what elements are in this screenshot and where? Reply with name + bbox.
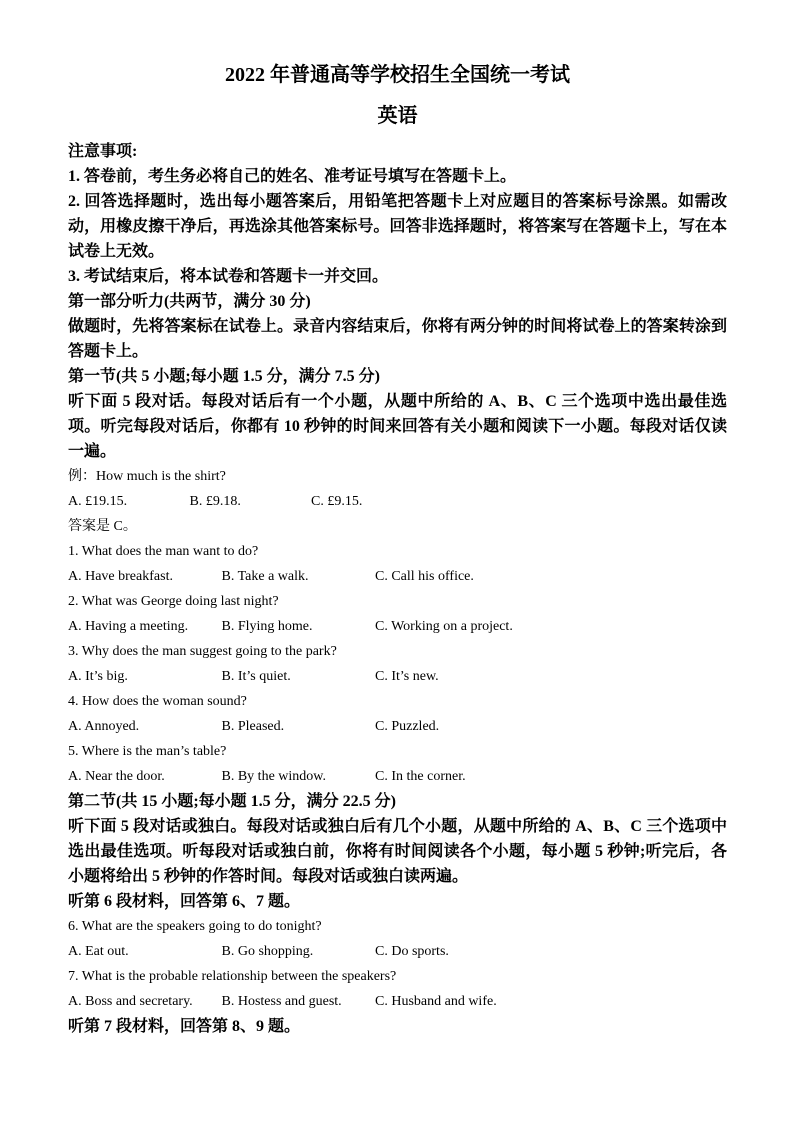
exam-subject: 英语 [377,105,418,127]
question-2-option-b: B. Flying home. [221,619,313,634]
example-answer: 答案是 C。 [68,519,137,534]
question-3-options [68,664,727,689]
example-option-c: C. £9.15. [311,494,363,509]
question-7-option-b: B. Hostess and guest. [221,994,342,1009]
exam-title: 2022 年普通高等学校招生全国统一考试 [225,64,570,86]
question-7-option-c: C. Husband and wife. [375,994,497,1009]
question-1-options [68,564,727,589]
question-1-option-a: A. Have breakfast. [68,569,173,584]
question-6-options [68,939,727,964]
section2-heading: 第二节(共 15 小题;每小题 1.5 分，满分 22.5 分) [68,793,396,810]
notice-item-1: 1. 答卷前，考生务必将自己的姓名、准考证号填写在答题卡上。 [68,168,517,185]
question-1-option-c: C. Call his office. [375,569,474,584]
question-5-prompt: 5. Where is the man’s table? [68,744,227,759]
question-5-option-a: A. Near the door. [68,769,165,784]
example-prompt: 例：How much is the shirt? [68,469,226,484]
notice-item-3: 3. 考试结束后，将本试卷和答题卡一并交回。 [68,268,389,285]
example-option-b: B. £9.18. [189,494,241,509]
question-4-option-a: A. Annoyed. [68,719,140,734]
question-3-option-b: B. It’s quiet. [221,669,291,684]
example-option-a: A. £19.15. [68,494,128,509]
question-2-option-a: A. Having a meeting. [68,619,189,634]
section1-heading: 第一节(共 5 小题;每小题 1.5 分，满分 7.5 分) [68,368,380,385]
part1-instruction: 做题时，先将答案标在试卷上。录音内容结束后，你将有两分钟的时间将试卷上的答案转涂到答题卡上。 [68,318,727,360]
question-4-options [68,714,727,739]
section1-instruction: 听下面 5 段对话。每段对话后有一个小题，从题中所给的 A、B、C 三个选项中选出最佳选项。听完每段对话后，你都有 10 秒钟的时间来回答有关小题和阅读下一小题。每段对话仅读一遍。 [68,393,727,460]
question-4-option-b: B. Pleased. [221,719,285,734]
question-1-option-b: B. Take a walk. [221,569,309,584]
material7-heading: 听第 7 段材料，回答第 8、9 题。 [68,1018,301,1035]
question-3-prompt: 3. Why does the man suggest going to the park? [68,644,337,659]
question-5-options [68,764,727,789]
question-3-option-c: C. It’s new. [375,669,439,684]
part1-heading: 第一部分听力(共两节，满分 30 分) [68,293,311,310]
question-4-prompt: 4. How does the woman sound? [68,694,247,709]
question-5-option-c: C. In the corner. [375,769,466,784]
question-6-option-b: B. Go shopping. [221,944,314,959]
notice-heading: 注意事项: [68,143,138,160]
example-options [68,489,727,514]
question-6-option-a: A. Eat out. [68,944,129,959]
question-4-option-c: C. Puzzled. [375,719,440,734]
question-2-option-c: C. Working on a project. [375,619,513,634]
notice-item-2: 2. 回答选择题时，选出每小题答案后，用铅笔把答题卡上对应题目的答案标号涂黑。如需改动，用橡皮擦干净后，再选涂其他答案标号。回答非选择题时，将答案写在答题卡上，写在本试卷上无效。 [68,193,727,260]
question-5-option-b: B. By the window. [221,769,326,784]
material6-heading: 听第 6 段材料，回答第 6、7 题。 [68,893,301,910]
section2-instruction: 听下面 5 段对话或独白。每段对话或独白后有几个小题，从题中所给的 A、B、C 三个选项中选出最佳选项。听每段对话或独白前，你将有时间阅读各个小题，每小题 5 秒钟;听完后，各小题将给出 5 秒钟的作答时间。每段对话或独白读两遍。 [68,818,727,885]
question-1-prompt: 1. What does the man want to do? [68,544,259,559]
question-7-option-a: A. Boss and secretary. [68,994,193,1009]
question-6-prompt: 6. What are the speakers going to do tonight? [68,919,322,934]
question-7-prompt: 7. What is the probable relationship between the speakers? [68,969,397,984]
question-2-prompt: 2. What was George doing last night? [68,594,279,609]
question-3-option-a: A. It’s big. [68,669,128,684]
question-6-option-c: C. Do sports. [375,944,449,959]
question-2-options [68,614,727,639]
question-7-options [68,989,727,1014]
